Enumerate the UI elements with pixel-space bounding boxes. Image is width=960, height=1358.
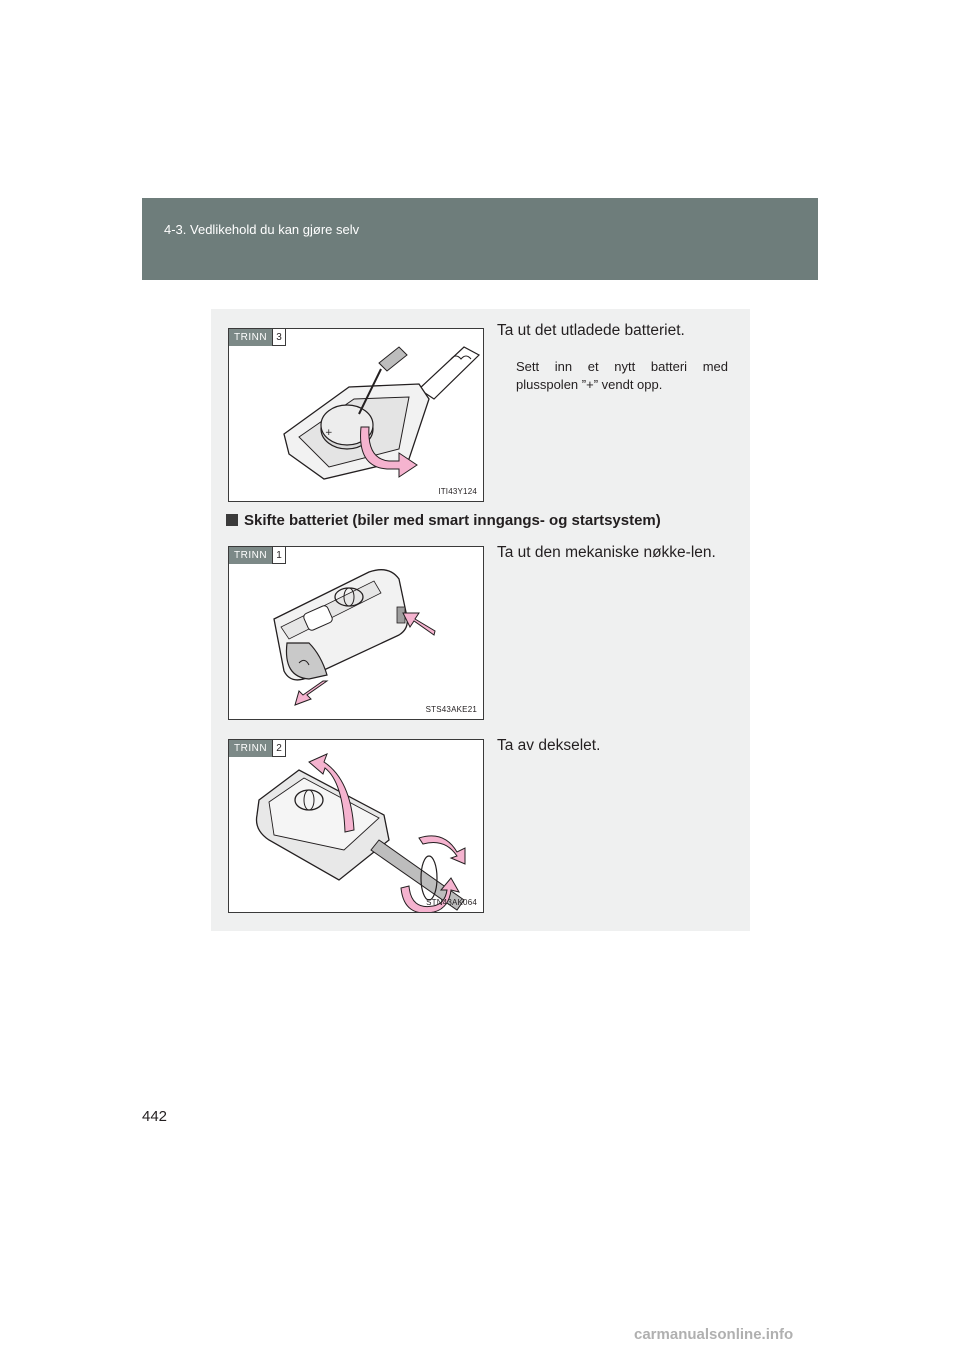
battery-removal-illustration — [229, 329, 484, 502]
page-number: 442 — [142, 1108, 168, 1125]
figure-code: ITI43Y124 — [438, 487, 477, 496]
step-badge-number: 3 — [272, 329, 286, 346]
step-badge-word: TRINN — [229, 547, 272, 564]
step-badge-word: TRINN — [229, 740, 272, 757]
header-band — [142, 198, 818, 280]
step-badge — [229, 740, 286, 757]
figure-code: STS43AKE21 — [425, 705, 477, 714]
watermark: carmanualsonline.info — [634, 1326, 794, 1343]
step-1-text: Ta ut den mekaniske nøkke-len. — [497, 544, 716, 561]
step-badge-number: 2 — [272, 740, 286, 757]
step-badge — [229, 329, 286, 346]
square-bullet-icon — [226, 514, 238, 526]
step-badge-word: TRINN — [229, 329, 272, 346]
step-badge — [229, 547, 286, 564]
figure-step-3 — [228, 328, 484, 502]
figure-step-1 — [228, 546, 484, 720]
step-badge-number: 1 — [272, 547, 286, 564]
figure-step-2 — [228, 739, 484, 913]
section-heading — [226, 512, 736, 529]
section-label: 4-3. Vedlikehold du kan gjøre selv — [164, 222, 360, 237]
svg-text:+: + — [325, 428, 333, 438]
key-extraction-illustration — [229, 547, 484, 720]
section-heading-text: Skifte batteriet (biler med smart inngangs- og startsystem) — [244, 512, 661, 529]
step-2-text: Ta av dekselet. — [497, 737, 601, 754]
step-3-subtext: Sett inn et nytt batteri med plusspolen ”+” vendt opp. — [516, 359, 728, 392]
step-3-text: Ta ut det utladede batteriet. — [497, 322, 685, 339]
cover-removal-illustration — [229, 740, 484, 913]
figure-code: STN43AK064 — [426, 898, 477, 907]
